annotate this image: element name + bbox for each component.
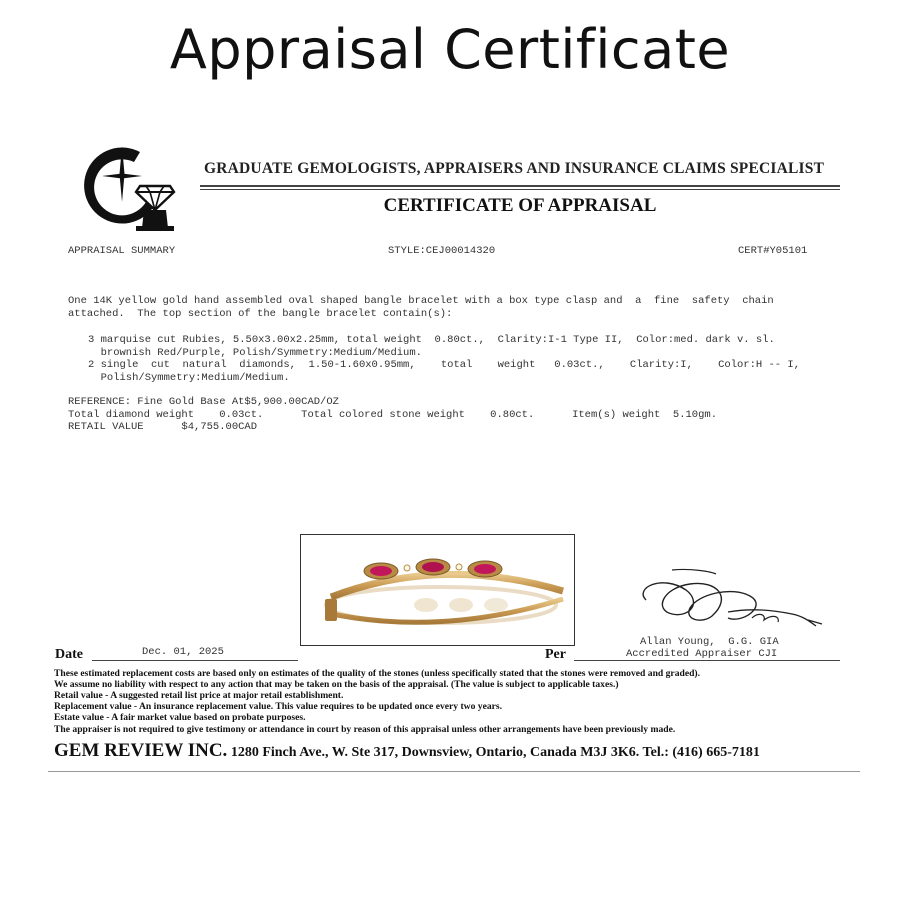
disclaimer-line: Replacement value - An insurance replacement value. This value requires to be updated once every two years. (54, 701, 503, 712)
per-underline (574, 660, 840, 661)
item-description (68, 295, 828, 320)
description-line: attached. The top section of the bangle bracelet contain(s): (68, 307, 453, 320)
appraiser-name: Allan Young, G.G. GIA (640, 636, 779, 648)
appraiser-title: Accredited Appraiser CJI (626, 648, 778, 660)
gold-reference: REFERENCE: Fine Gold Base At$5,900.00CAD/OZ (68, 396, 339, 408)
date-label: Date (55, 647, 83, 662)
bracelet-photo (300, 534, 575, 646)
firm-description: GRADUATE GEMOLOGISTS, APPRAISERS AND INSURANCE CLAIMS SPECIALIST (204, 160, 825, 177)
header-rule-top (200, 185, 840, 187)
signature-icon (632, 568, 828, 636)
description-line: One 14K yellow gold hand assembled oval shaped bangle bracelet with a box type clasp and a fine safety chain (68, 295, 774, 307)
disclaimer-line: We assume no liability with respect to any action that may be taken on the basis of the appraisal. (The value is subject to applicable taxes.) (54, 679, 619, 690)
diamond-details (88, 359, 800, 384)
date-underline (92, 660, 298, 661)
footer-rule (48, 771, 860, 772)
diamond-line: Polish/Symmetry:Medium/Medium. (88, 371, 290, 384)
header-rule-bottom (200, 189, 840, 190)
certificate-number: CERT#Y05101 (738, 245, 808, 257)
per-label: Per (545, 647, 566, 662)
disclaimer-line: Estate value - A fair market value based on probate purposes. (54, 712, 306, 723)
certificate-heading: CERTIFICATE OF APPRAISAL (383, 195, 657, 216)
ruby-line: 3 marquise cut Rubies, 5.50x3.00x2.25mm, total weight 0.80ct., Clarity:I-1 Type II, Color:med. dark v. sl. (88, 334, 775, 346)
ruby-line: brownish Red/Purple, Polish/Symmetry:Medium/Medium. (88, 346, 422, 359)
footer-company (54, 740, 760, 762)
appraisal-summary-label: APPRAISAL SUMMARY (68, 245, 176, 257)
gem-logo-icon (78, 140, 178, 232)
page-title: Appraisal Certificate (169, 18, 731, 81)
weight-totals: Total diamond weight 0.03ct. Total colored stone weight 0.80ct. Item(s) weight 5.10gm. (68, 409, 718, 421)
disclaimer-line: These estimated replacement costs are based only on estimates of the quality of the stones (unless specifically stated that the stones were removed and graded). (54, 668, 701, 679)
date-value: Dec. 01, 2025 (142, 646, 224, 658)
disclaimer-line: Retail value - A suggested retail list price at major retail establishment. (54, 690, 344, 701)
disclaimer-line: The appraiser is not required to give testimony or attendance in court by reason of this appraisal unless other arrangements have been previously made. (54, 724, 676, 735)
company-name: GEM REVIEW INC. (54, 740, 228, 761)
style-number: STYLE:CEJ00014320 (388, 245, 496, 257)
diamond-line: 2 single cut natural diamonds, 1.50-1.60x0.95mm, total weight 0.03ct., Clarity:I, Color:H -- I, (88, 359, 801, 371)
retail-value: RETAIL VALUE $4,755.00CAD (68, 421, 258, 433)
bracelet-illustration (301, 535, 574, 645)
ruby-details (88, 334, 775, 359)
company-address: 1280 Finch Ave., W. Ste 317, Downsview, Ontario, Canada M3J 3K6. Tel.: (416) 665-7181 (227, 745, 760, 760)
